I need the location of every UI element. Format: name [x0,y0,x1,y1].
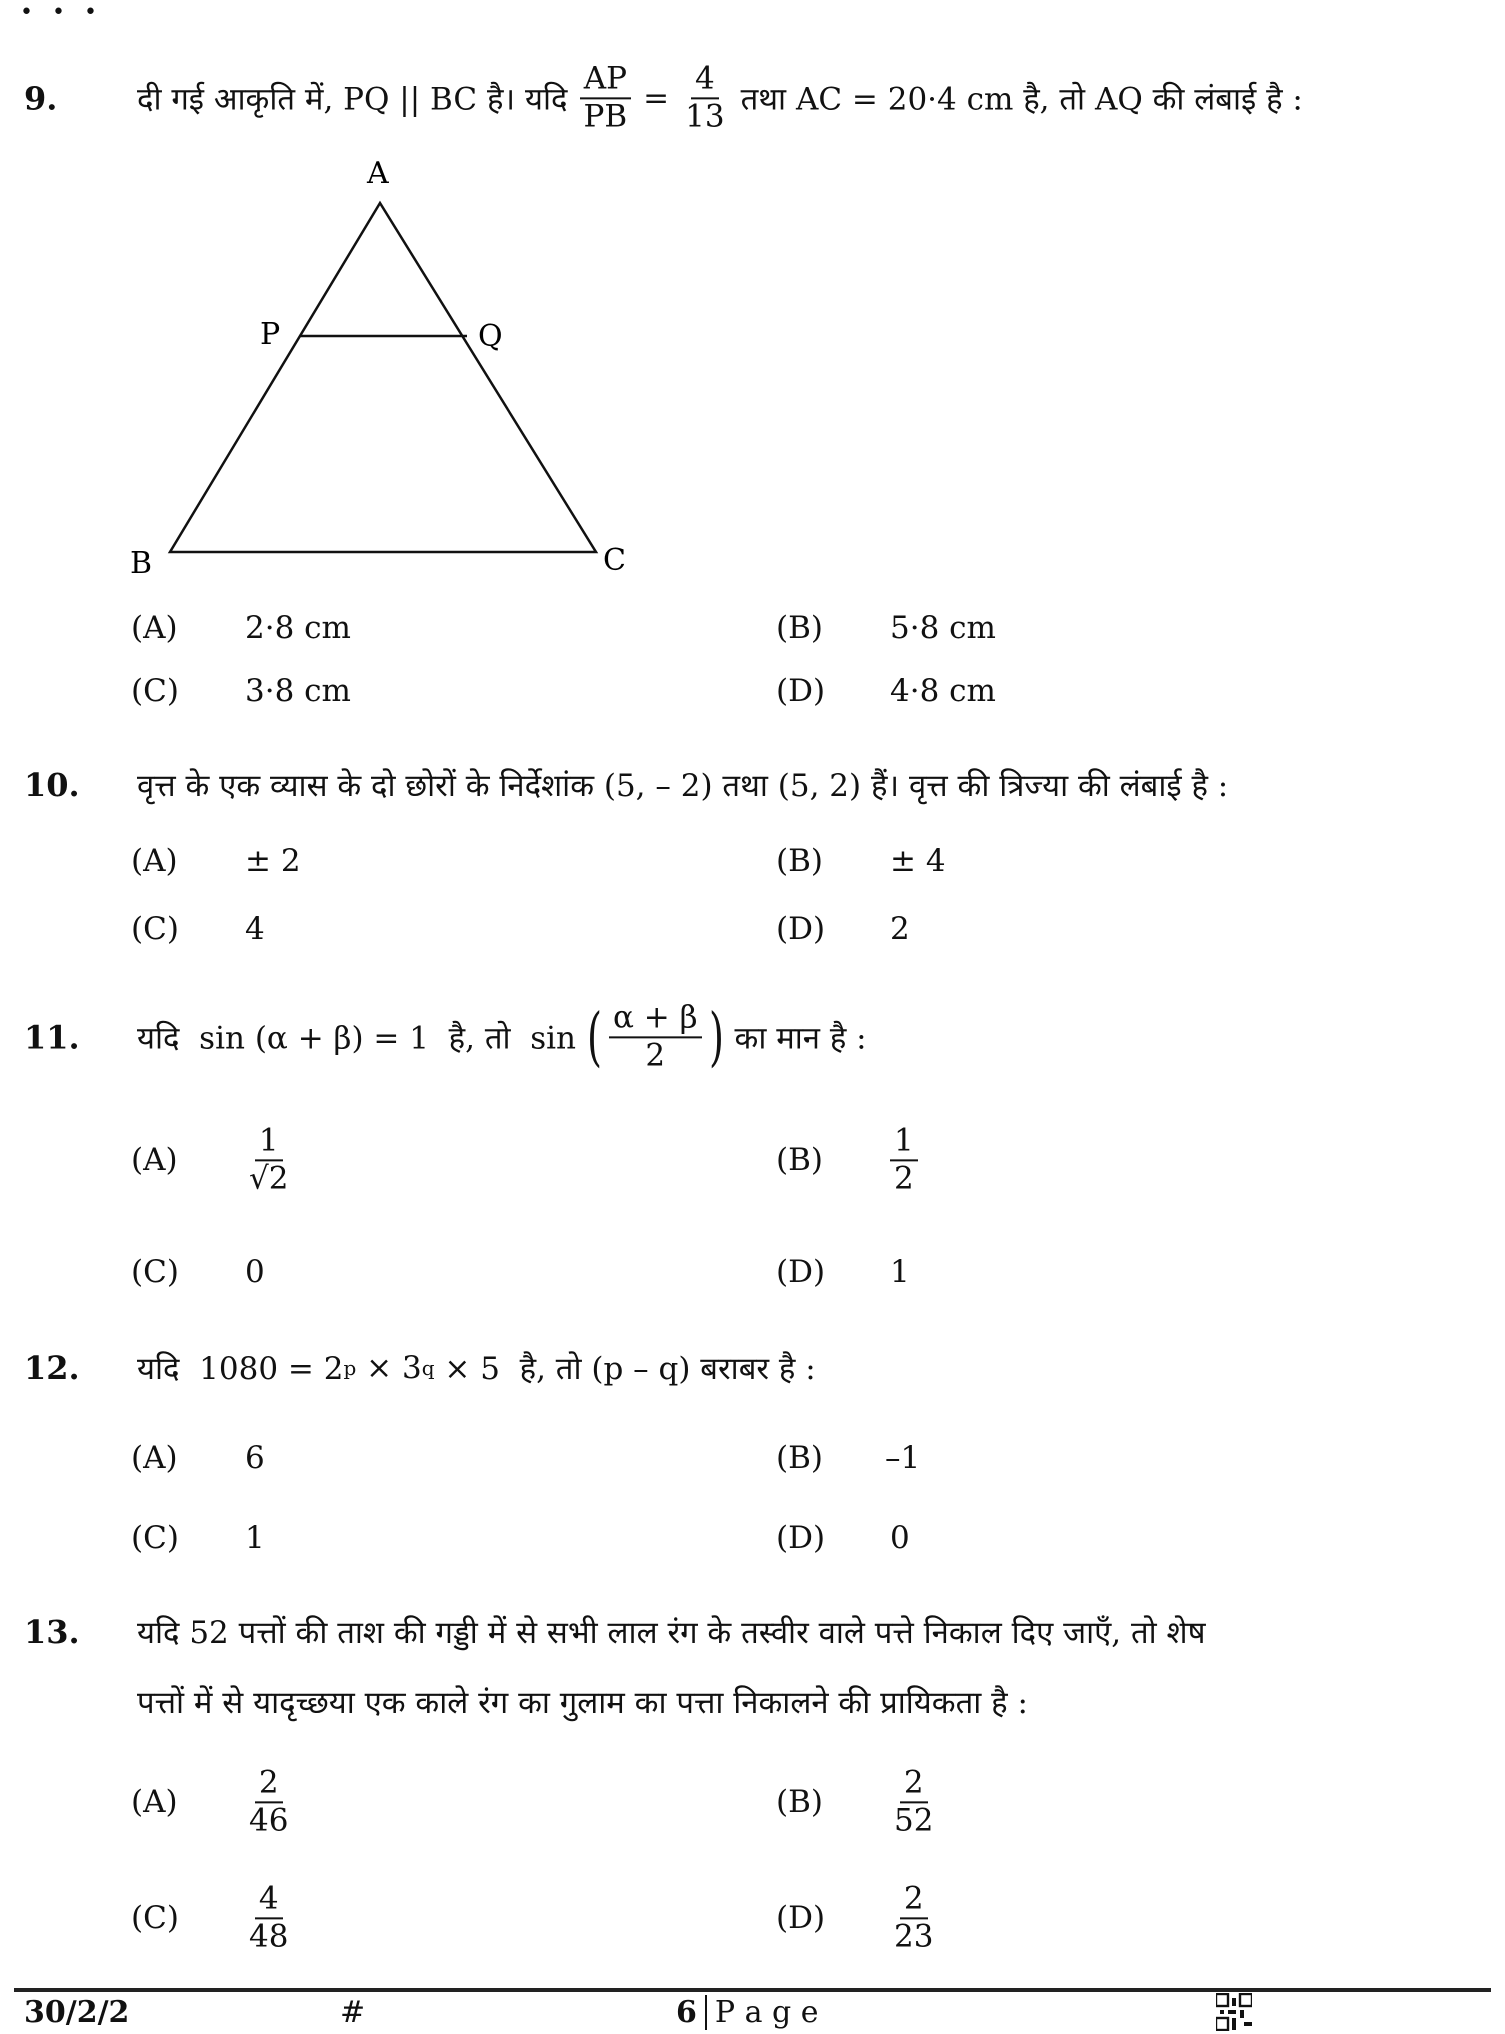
left-paren: ( [587,1000,603,1074]
option-d-value[interactable]: 0 [890,1520,910,1556]
option-label: (D) [776,1520,826,1556]
question-number: 9. [24,79,58,117]
denominator: PB [583,98,628,134]
option-b-value[interactable] [890,1123,918,1196]
question-number: 12. [24,1349,80,1387]
page-word: P a g e [714,1995,819,2030]
option-label: (B) [776,1142,823,1178]
option-label: (A) [131,1784,178,1820]
label-c: C [603,543,626,578]
option-a-value[interactable]: 2·8 cm [245,610,351,646]
option-label: (D) [776,911,826,947]
option-label: (B) [776,610,823,646]
numerator: 2 [900,1765,928,1803]
numerator: 2 [900,1881,928,1919]
option-label: (D) [776,1900,826,1936]
option-label: (B) [776,843,823,879]
qr-code-icon [1216,1993,1252,2031]
question-number: 10. [24,766,80,804]
denominator: 52 [894,1802,934,1838]
question-text: का मान है : [734,1020,867,1056]
option-label: (A) [131,1142,178,1178]
question-text: यदि 1080 = 2 [137,1351,344,1387]
option-c-value[interactable]: 3·8 cm [245,673,351,709]
option-label: (A) [131,843,178,879]
label-q: Q [478,319,503,354]
option-label: (A) [131,1440,178,1476]
option-c-value[interactable]: 1 [245,1520,265,1556]
label-a: A [367,156,389,191]
question-10 [24,764,1228,806]
option-c-value[interactable]: 0 [245,1254,265,1290]
question-13-line2 [137,1681,1028,1723]
option-d-value[interactable] [890,1881,937,1954]
question-11 [24,1000,867,1073]
question-number: 11. [24,1018,80,1056]
option-label: (B) [776,1440,823,1476]
option-label: (C) [131,1520,179,1556]
triangle-abc [170,203,596,552]
option-c-value[interactable]: 4 [245,911,265,947]
option-label: (C) [131,1254,179,1290]
option-b-value[interactable]: –1 [885,1440,921,1476]
numerator: 1 [890,1123,918,1161]
numerator: AP [580,61,631,99]
denominator: 46 [249,1802,289,1838]
hash-mark: # [340,1995,366,2030]
option-a-value[interactable] [245,1765,292,1838]
footer-divider [14,1988,1491,1992]
right-paren: ) [708,1000,724,1074]
triangle-figure [0,0,700,600]
question-text-line2: पत्तों में से यादृच्छया एक काले रंग का गुलाम का पत्ता निकालने की प्रायिकता है : [137,1685,1028,1721]
option-d-value[interactable]: 2 [890,911,910,947]
option-label: (D) [776,1254,826,1290]
option-label: (A) [131,610,178,646]
option-b-value[interactable] [890,1765,937,1838]
numerator: 4 [255,1881,283,1919]
label-p: P [260,317,281,352]
option-label: (B) [776,1784,823,1820]
page-num: 6 [676,1995,697,2030]
label-b: B [130,546,153,581]
option-a-value[interactable]: 6 [245,1440,265,1476]
exponent-q: q [421,1356,435,1380]
numerator: 2 [255,1765,283,1803]
question-text: वृत्त के एक व्यास के दो छोरों के निर्देशांक (5, – 2) तथा (5, 2) हैं। वृत्त की त्रिज्या की लंबाई है : [137,768,1229,804]
question-text: × 5 है, तो (p – q) बराबर है : [434,1351,816,1387]
question-12 [24,1347,816,1389]
option-label: (D) [776,673,826,709]
question-text: तथा AC = 20·4 cm है, तो AQ की लंबाई है : [740,81,1303,117]
denominator: 23 [894,1918,934,1954]
question-text-line1: यदि 52 पत्तों की ताश की गड्डी में से सभी लाल रंग के तस्वीर वाले पत्ते निकाल दिए जाएँ, तो शेष [137,1615,1206,1651]
question-13 [24,1611,1206,1653]
question-number: 13. [24,1613,80,1651]
option-d-value[interactable]: 1 [890,1254,910,1290]
option-a-value[interactable]: ± 2 [245,843,301,879]
numerator: α + β [609,1000,702,1038]
exponent-p: p [343,1356,357,1380]
option-label: (C) [131,673,179,709]
option-a-value[interactable] [245,1123,292,1196]
option-c-value[interactable] [245,1881,292,1954]
paper-code: 30/2/2 [24,1995,130,2030]
denominator: 13 [685,98,725,134]
page-number [676,1995,819,2030]
question-text: दी गई आकृति में, PQ || BC है। यदि [137,81,568,117]
option-label: (C) [131,911,179,947]
question-text: यदि sin (α + β) = 1 है, तो sin [137,1020,577,1056]
equals: = [643,80,670,116]
numerator: 1 [255,1123,283,1161]
option-label: (C) [131,1900,179,1936]
denominator: 2 [894,1160,914,1196]
option-b-value[interactable]: ± 4 [890,843,946,879]
denominator: √2 [249,1160,289,1196]
numerator: 4 [691,61,719,99]
denominator: 48 [249,1918,289,1954]
page-continuation-dots: • • • [20,0,103,25]
option-d-value[interactable]: 4·8 cm [890,673,996,709]
question-text: × 3 [356,1350,422,1386]
fraction-alpha-beta-2 [609,1000,702,1073]
option-b-value[interactable]: 5·8 cm [890,610,996,646]
denominator: 2 [645,1037,666,1073]
